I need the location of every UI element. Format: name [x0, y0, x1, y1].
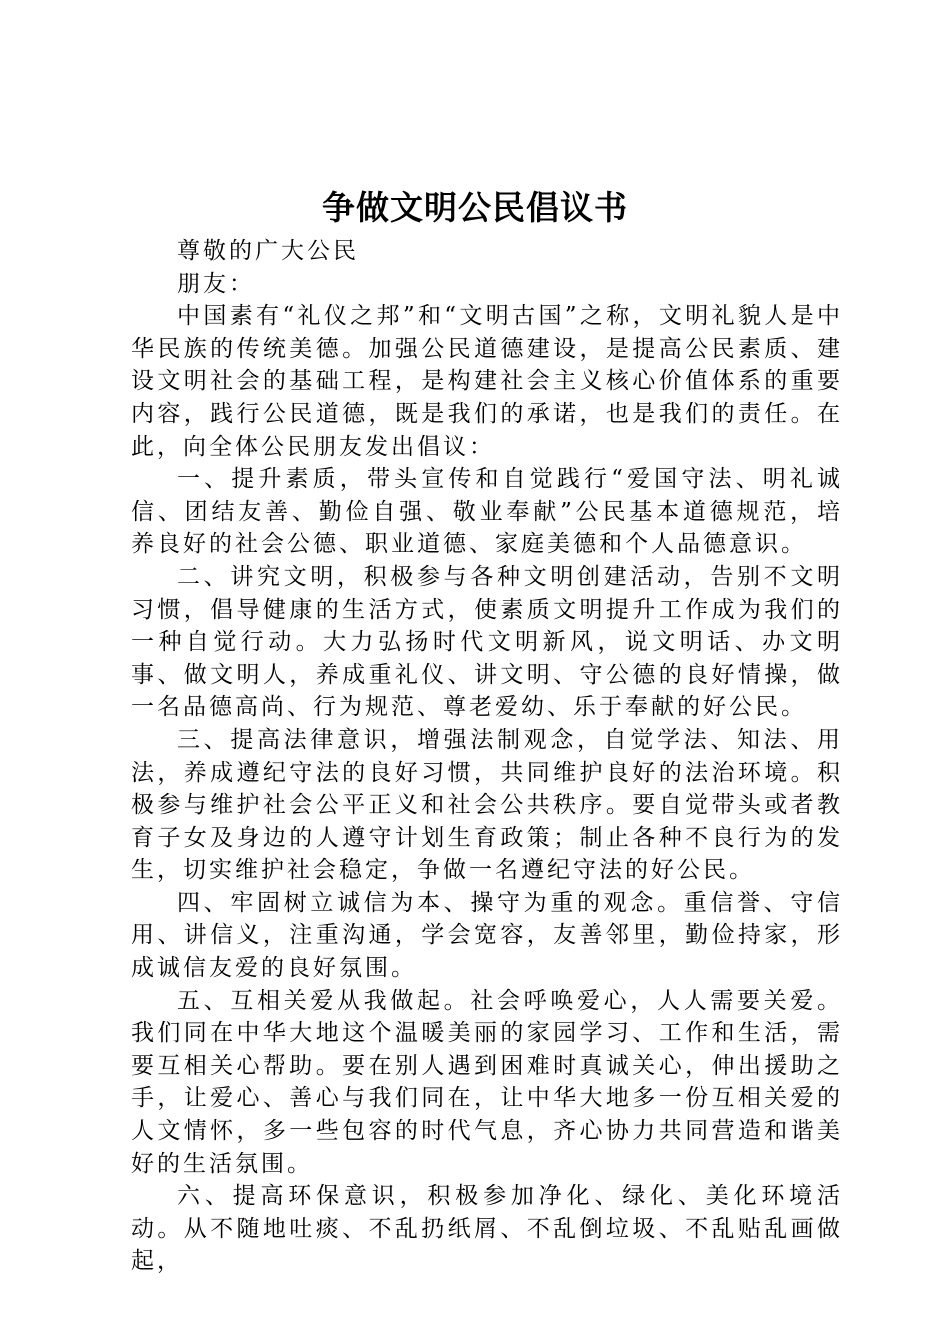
paragraph-item-2: 二、讲究文明，积极参与各种文明创建活动，告别不文明习惯，倡导健康的生活方式，使素质文明提升工作成为我们的一种自觉行动。大力弘扬时代文明新风，说文明话、办文明事、做文明人，养成重礼仪、讲文明、守公德的良好情操，做一名品德高尚、行为规范、尊老爱幼、乐于奉献的好公民。 — [131, 563, 843, 721]
paragraph-item-3: 三、提高法律意识，增强法制观念，自觉学法、知法、用法，养成遵纪守法的良好习惯，共同维护良好的法治环境。积极参与维护社会公平正义和社会公共秩序。要自觉带头或者教育子女及身边的人遵守计划生育政策；制止各种不良行为的发生，切实维护社会稳定，争做一名遵纪守法的好公民。 — [131, 726, 843, 884]
paragraph-item-5: 五、互相关爱从我做起。社会呼唤爱心，人人需要关爱。我们同在中华大地这个温暖美丽的家园学习、工作和生活，需要互相关心帮助。要在别人遇到困难时真诚关心，伸出援助之手，让爱心、善心与我们同在，让中华大地多一份互相关爱的人文情怀，多一些包容的时代气息，齐心协力共同营造和谐美好的生活氛围。 — [131, 987, 843, 1177]
paragraph-item-6: 六、提高环保意识，积极参加净化、绿化、美化环境活动。从不随地吐痰、不乱扔纸屑、不乱倒垃圾、不乱贴乱画做起， — [131, 1183, 843, 1275]
paragraph-item-1: 一、提升素质，带头宣传和自觉践行“爱国守法、明礼诚信、团结友善、勤俭自强、敬业奉献”公民基本道德规范，培养良好的社会公德、职业道德、家庭美德和个人品德意识。 — [131, 466, 843, 558]
salutation-line-1: 尊敬的广大公民 — [177, 238, 359, 264]
paragraph-item-4: 四、牢固树立诚信为本、操守为重的观念。重信誉、守信用、讲信义，注重沟通，学会宽容，友善邻里，勤俭持家，形成诚信友爱的良好氛围。 — [131, 889, 843, 982]
paragraph-intro: 中国素有“礼仪之邦”和“文明古国”之称，文明礼貌人是中华民族的传统美德。加强公民道德建设，是提高公民素质、建设文明社会的基础工程，是构建社会主义核心价值体系的重要内容，践行公民道德，既是我们的承诺，也是我们的责任。在此，向全体公民朋友发出倡议： — [131, 303, 843, 460]
salutation-line-2: 朋友： — [177, 270, 255, 297]
document-body — [131, 235, 843, 1278]
document-title: 争做文明公民倡议书 — [322, 188, 628, 227]
